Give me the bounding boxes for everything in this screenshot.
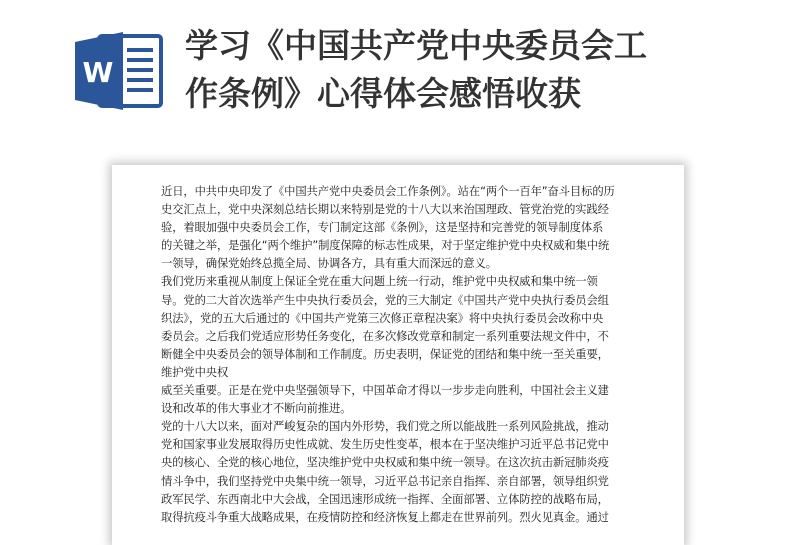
document-line: 近日，中共中央印发了《中国共产党中央委员会工作条例》。站在“两个一百年”奋斗目标的历 xyxy=(161,185,615,198)
page-title xyxy=(185,22,785,118)
document-line: 导。党的二大首次选举产生中央执行委员会，党的三大制定《中国共产党中央执行委员会组 xyxy=(161,293,609,307)
document-line: 央的核心、全党的核心地位，坚决维护党中央权威和集中统一领导。在这次抗击新冠肺炎疫 xyxy=(161,456,609,470)
document-line: 验，着眼加强中央委员会工作，专门制定这部《条例》，这是坚持和完善党的领导制度体系 xyxy=(161,221,604,235)
document-line: 维护党中央权 xyxy=(161,365,229,379)
document-line: 取得抗疫斗争重大战略成果，在疫情防控和经济恢复上都走在世界前列。烈火见真金。通过 xyxy=(161,510,609,524)
document-line: 情斗争中，我们坚持党中央集中统一领导，习近平总书记亲自指挥、亲自部署，领导组织党 xyxy=(161,474,609,488)
document-line: 断健全中央委员会的领导体制和工作制度。历史表明，保证党的团结和集中统一至关重要， xyxy=(161,347,609,361)
document-line: 委员会。之后我们党适应形势任务变化，在多次修改党章和制定一系列重要法规文件中，不 xyxy=(161,329,609,343)
document-line: 一领导，确保党始终总揽全局、协调各方，具有重大而深远的意义。 xyxy=(161,257,497,271)
title-line: 学习《中国共产党中央委员会工 xyxy=(185,26,647,65)
document-line: 史交汇点上，党中央深刻总结长期以来特别是党的十八大以来治国理政、管党治党的实践经 xyxy=(161,203,609,217)
document-body xyxy=(161,183,646,527)
title-line: 作条例》心得体会感悟收获 xyxy=(185,74,581,113)
document-line: 党和国家事业发展取得历史性成就、发生历史性变革，根本在于坚决维护习近平总书记党中 xyxy=(161,438,609,452)
document-line: 织法》，党的五大后通过的《中国共产党第三次修正章程决案》将中央执行委员会改称中央 xyxy=(161,311,604,325)
document-line: 党的十八大以来，面对严峻复杂的国内外形势，我们党之所以能战胜一系列风险挑战，推动 xyxy=(161,420,609,434)
document-line: 威至关重要。正是在党中央坚强领导下，中国革命才得以一步步走向胜利，中国社会主义建 xyxy=(161,384,609,398)
document-line: 政军民学、东西南北中大会战，全国迅速形成统一指挥、全面部署、立体防控的战略布局， xyxy=(161,492,609,506)
document-line: 的关键之举，是强化“两个维护”制度保障的标志性成果，对于坚定维护党中央权威和集中统 xyxy=(161,239,610,253)
word-letter: W xyxy=(82,56,114,89)
document-line: 我们党历来重视从制度上保证全党在重大问题上统一行动，维护党中央权威和集中统一领 xyxy=(161,275,598,289)
document-page-preview xyxy=(112,165,684,545)
word-document-icon xyxy=(75,32,167,110)
document-line: 设和改革的伟大事业才不断向前推进。 xyxy=(161,402,352,416)
